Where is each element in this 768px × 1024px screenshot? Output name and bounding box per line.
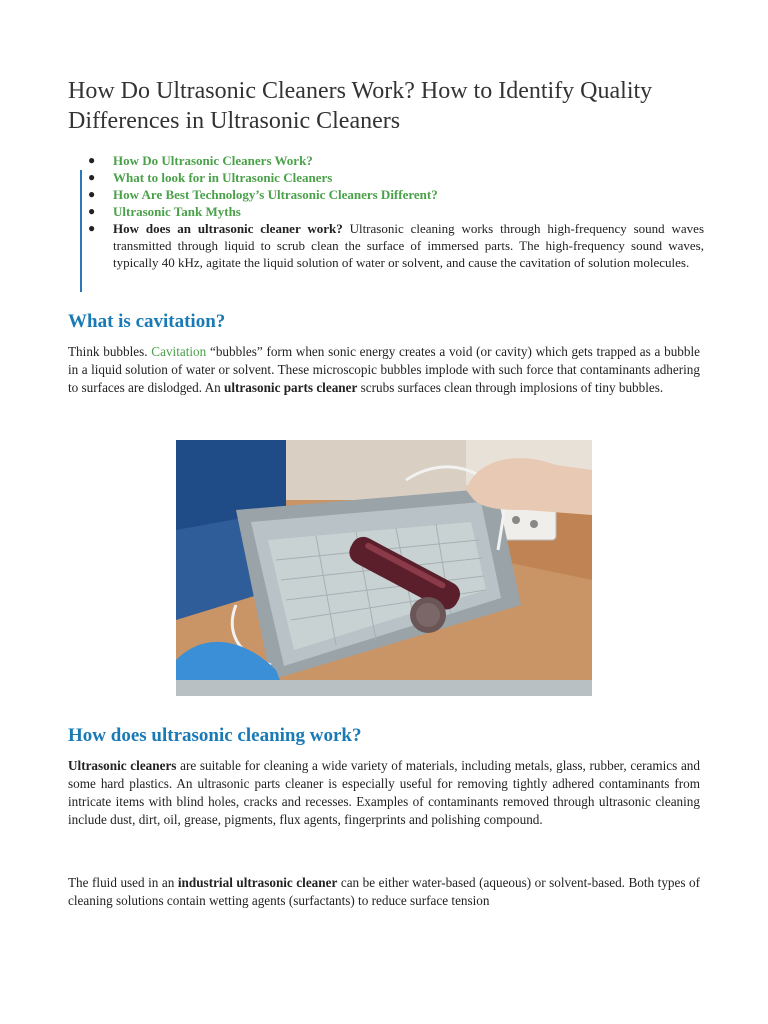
cavitation-link[interactable]: Cavitation bbox=[151, 344, 207, 359]
ultrasonic-cleaner-photo bbox=[176, 440, 592, 696]
toc-link-myths[interactable]: Ultrasonic Tank Myths bbox=[113, 204, 241, 219]
how-text-1: are suitable for cleaning a wide variety of materials, including metals, glass, rubber, ceramics and some hard plastics. An ultrasonic parts cleaner is especially useful for removing tightly adhered contaminants from intricate items with blind holes, cracks and recesses. Examples of contaminants removed through ultrasonic cleaning include dust, dirt, oil, grease, pigments, flux agents, fingerprints and polishing compound. bbox=[68, 758, 700, 827]
how-text-2a: The fluid used in an bbox=[68, 875, 178, 890]
cavitation-paragraph bbox=[68, 343, 700, 397]
toc-link-what-to-look[interactable]: What to look for in Ultrasonic Cleaners bbox=[113, 170, 333, 185]
table-of-contents bbox=[68, 152, 704, 271]
how-paragraph-2 bbox=[68, 874, 700, 910]
toc-item[interactable]: ● Ultrasonic Tank Myths bbox=[88, 204, 241, 219]
cavitation-bold: ultrasonic parts cleaner bbox=[224, 380, 358, 395]
toc-item[interactable]: ● How Do Ultrasonic Cleaners Work? bbox=[88, 153, 313, 168]
cavitation-text-2: “bubbles” form when sonic energy creates a void (or cavity) which gets trapped as a bubble in a liquid solution of water or solvent. These microscopic bubbles implode with such force that contaminants adhering to surfaces are dislodged. An bbox=[68, 344, 700, 395]
toc-lead-item: ● How does an ultrasonic cleaner work? Ultrasonic cleaning works through high-frequency sound waves transmitted through liquid to scrub clean the surface of immersed parts. The high-frequency sound waves, typically 40 kHz, agitate the liquid solution of water or solvent, and cause the cavitation of solution molecules. bbox=[88, 221, 705, 270]
page-title: How Do Ultrasonic Cleaners Work? How to Identify Quality Differences in Ultrasonic Cleaners bbox=[68, 78, 653, 134]
toc-item[interactable]: ● How Are Best Technology’s Ultrasonic Cleaners Different? bbox=[88, 187, 438, 202]
cavitation-text-1: Think bubbles. bbox=[68, 344, 152, 359]
toc-item[interactable]: ● What to look for in Ultrasonic Cleaners bbox=[88, 170, 333, 185]
how-text-2b: can be either water-based (aqueous) or solvent-based. Both types of cleaning solutions contain wetting agents (surfactants) to reduce surface tension bbox=[68, 875, 700, 908]
toc-link-how-work[interactable]: How Do Ultrasonic Cleaners Work? bbox=[113, 153, 313, 168]
toc-link-different[interactable]: How Are Best Technology’s Ultrasonic Cleaners Different? bbox=[113, 187, 438, 202]
how-paragraph-1 bbox=[68, 757, 700, 829]
lead-answer: Ultrasonic cleaning works through high-frequency sound waves transmitted through liquid to scrub clean the surface of immersed parts. The high-frequency sound waves, typically 40 kHz, agitate the liquid solution of water or solvent, and cause the cavitation of solution molecules. bbox=[113, 221, 705, 270]
cavitation-text-3: scrubs surfaces clean through implosions of tiny bubbles. bbox=[357, 380, 664, 395]
how-bold-1: Ultrasonic cleaners bbox=[68, 758, 177, 773]
how-heading: How does ultrasonic cleaning work? bbox=[68, 725, 362, 746]
how-bold-2: industrial ultrasonic cleaner bbox=[177, 875, 338, 890]
lead-question: How does an ultrasonic cleaner work? bbox=[113, 221, 343, 236]
cavitation-heading: What is cavitation? bbox=[68, 311, 226, 332]
